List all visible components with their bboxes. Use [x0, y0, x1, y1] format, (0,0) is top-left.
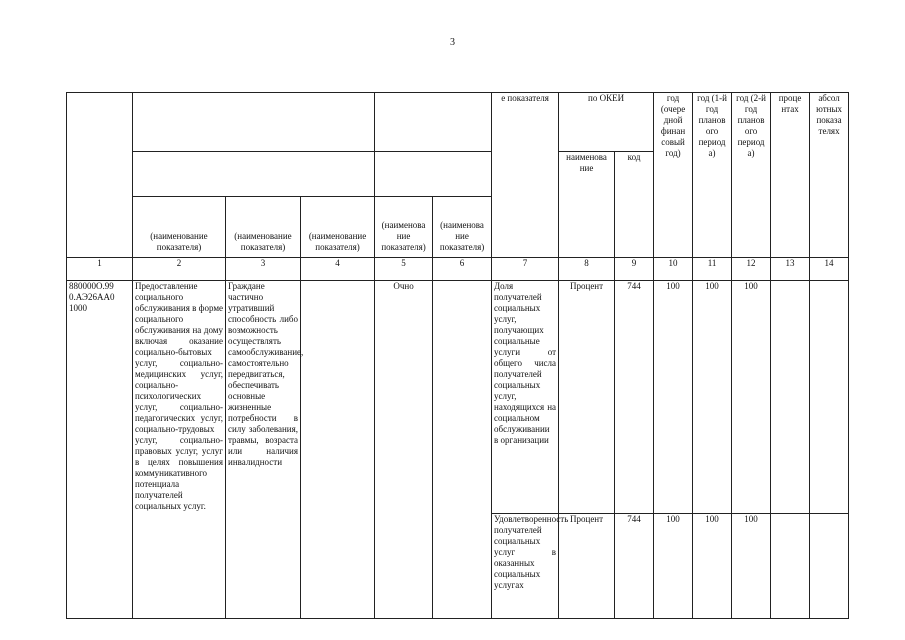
- unit-name: Процент: [559, 281, 615, 514]
- service-form: Очно: [375, 281, 433, 619]
- deviation-percent: [771, 514, 810, 619]
- unit-code: 744: [615, 281, 654, 514]
- col-number: 7: [492, 258, 559, 281]
- table-row: [67, 281, 849, 514]
- subheader-3: (наименование показателя): [226, 197, 301, 258]
- header-blank-b: [375, 152, 492, 197]
- indicators-table: [66, 92, 849, 619]
- header-year-current: год (очере дной финан совый год): [654, 93, 693, 258]
- header-cell-1: [67, 93, 133, 258]
- header-row-1: [67, 93, 849, 152]
- col-number: 2: [133, 258, 226, 281]
- subheader-5: (наименова ние показателя): [375, 197, 433, 258]
- unit-name: Процент: [559, 514, 615, 619]
- header-okei: по ОКЕИ: [559, 93, 654, 152]
- header-okei-code: код: [615, 152, 654, 258]
- col-number: 4: [301, 258, 375, 281]
- service-name: Предоставление социального обслуживания в форме социального обслуживания на дому включая оказание социально-бытовых услуг, социально-медицинских услуг, социально-психологических услуг, социально-педагогических услуг, социально-трудовых услуг, социально-правовых услуг, услуг в целях повышения коммуникативного потенциала получателей социальных услуг.: [133, 281, 226, 619]
- deviation-absolute: [810, 281, 849, 514]
- deviation-absolute: [810, 514, 849, 619]
- header-group-service: [133, 93, 375, 152]
- col-number: 8: [559, 258, 615, 281]
- value-year-plan1: 100: [693, 514, 732, 619]
- header-okei-name: наименова ние: [559, 152, 615, 258]
- unit-code: 744: [615, 514, 654, 619]
- value-year-current: 100: [654, 514, 693, 619]
- column-number-row: [67, 258, 849, 281]
- col-number: 10: [654, 258, 693, 281]
- header-blank-a: [133, 152, 375, 197]
- col-number: 12: [732, 258, 771, 281]
- col-number: 6: [433, 258, 492, 281]
- empty-cell-4: [301, 281, 375, 619]
- value-year-plan1: 100: [693, 281, 732, 514]
- col-number: 5: [375, 258, 433, 281]
- value-year-current: 100: [654, 281, 693, 514]
- col-number: 11: [693, 258, 732, 281]
- subheader-6: (наименова ние показателя): [433, 197, 492, 258]
- col-number: 13: [771, 258, 810, 281]
- subheader-2: (наименование показателя): [133, 197, 226, 258]
- subheader-4: (наименование показателя): [301, 197, 375, 258]
- indicator-name: Удовлетворенность получателей социальных услуг в оказанных социальных услугах: [492, 514, 559, 619]
- value-year-plan2: 100: [732, 281, 771, 514]
- header-percent: проце нтах: [771, 93, 810, 258]
- col-number: 1: [67, 258, 133, 281]
- col-number: 3: [226, 258, 301, 281]
- page-number: 3: [450, 37, 455, 48]
- col-number: 9: [615, 258, 654, 281]
- deviation-percent: [771, 281, 810, 514]
- col-number: 14: [810, 258, 849, 281]
- header-absolute: абсол ютных показа телях: [810, 93, 849, 258]
- header-indicator-name: е показателя: [492, 93, 559, 258]
- indicator-name: Доля получателей социальных услуг, получающих социальные услуги от общего числа получателей социальных услуг, находящихся на социальном обслуживании в организации: [492, 281, 559, 514]
- empty-cell-6: [433, 281, 492, 619]
- header-year-plan2: год (2-й год планов ого период а): [732, 93, 771, 258]
- value-year-plan2: 100: [732, 514, 771, 619]
- header-group-conditions: [375, 93, 492, 152]
- header-year-plan1: год (1-й год планов ого период а): [693, 93, 732, 258]
- recipient-category: Граждане частично утративший способность либо возможность осуществлять самообслуживание, самостоятельно передвигаться, обеспечивать основные жизненные потребности в силу заболевания, травмы, возраста или наличия инвалидности: [226, 281, 301, 619]
- registry-code: 880000О.99 0.АЭ26АА0 1000: [67, 281, 133, 619]
